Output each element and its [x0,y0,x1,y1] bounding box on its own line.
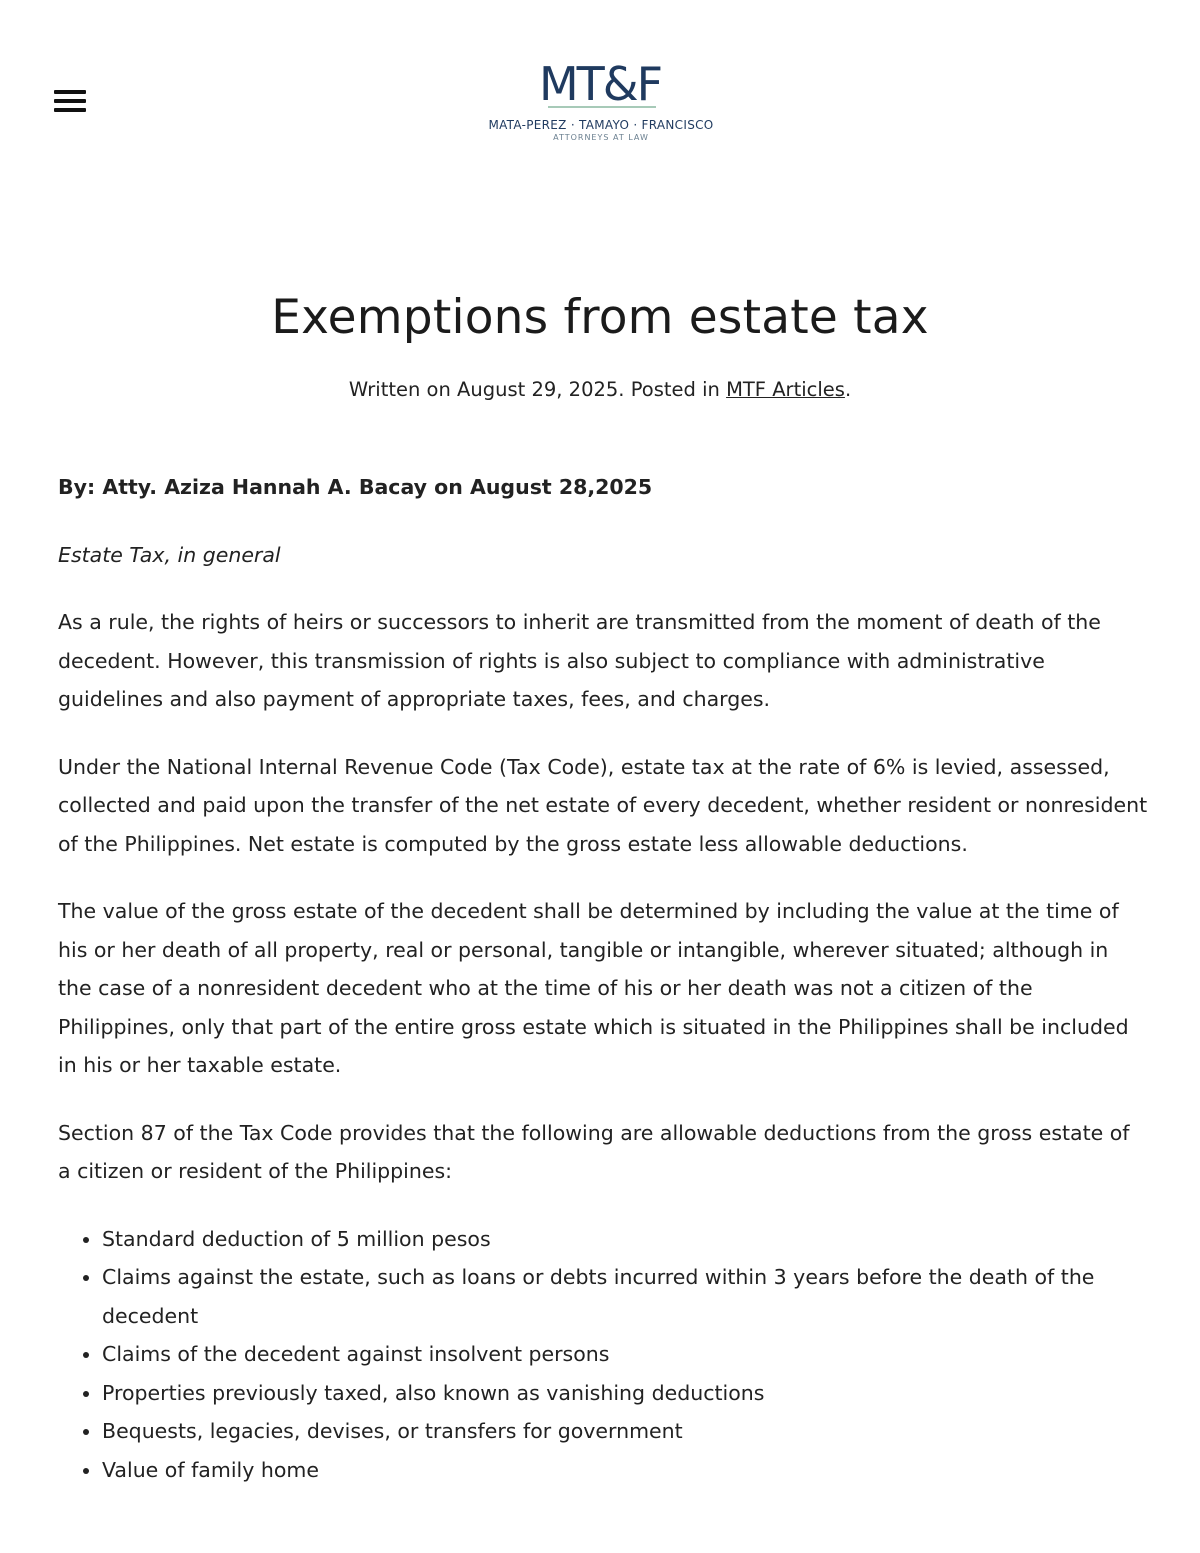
paragraph: As a rule, the rights of heirs or successors to inherit are transmitted from the moment of death of the decedent. However, this transmission of rights is also subject to compliance with administrative guidelines and also payment of appropriate taxes, fees, and charges. [58,610,1101,711]
category-link[interactable]: MTF Articles [726,378,845,401]
site-logo[interactable] [460,52,740,152]
list-item: • Claims of the decedent against insolvent persons [102,1335,1148,1374]
list-item: • Bequests, legacies, devises, or transfers for government [102,1412,1148,1451]
list-item: • Properties previously taxed, also known as vanishing deductions [102,1374,1148,1413]
paragraph: The value of the gross estate of the decedent shall be determined by including the value at the time of his or her death of all property, real or personal, tangible or intangible, wherever situated; although in the case of a nonresident decedent who at the time of his or her death was not a citizen of the Philippines, only that part of the entire gross estate which is situated in the Philippines shall be included in his or her taxable estate. [58,899,1129,1077]
paragraph: Under the National Internal Revenue Code (Tax Code), estate tax at the rate of 6% is levied, assessed, collected and paid upon the transfer of the net estate of every decedent, whether resident or nonresident of the Philippines. Net estate is computed by the gross estate less allowable deductions. [58,754,1148,856]
logo-monogram: MT&F [538,57,662,111]
list-item: • Value of family home [102,1451,1148,1490]
post-meta-date: Written on August 29, 2025. Posted in [348,378,727,401]
deductions-list [58,1220,1148,1490]
list-item: • Standard deduction of 5 million pesos [102,1220,1148,1259]
paragraph: Section 87 of the Tax Code provides that the following are allowable deductions from the gross estate of a citizen or resident of the Philippines: [58,1120,1130,1183]
hamburger-menu-icon[interactable] [52,86,88,116]
page-title: Exemptions from estate tax [271,290,929,345]
logo-tagline: ATTORNEYS AT LAW [553,133,649,142]
post-meta [0,378,1200,401]
author-byline: By: Atty. Aziza Hannah A. Bacay on August 28,2025 [58,475,653,499]
logo-firm-name: MATA-PEREZ · TAMAYO · FRANCISCO [488,118,714,132]
post-meta-suffix: . [844,378,852,401]
list-item: • Claims against the estate, such as loans or debts incurred within 3 years before the death of the decedent [102,1258,1148,1335]
section-subheading: Estate Tax, in general [58,542,281,567]
site-header [0,0,1200,180]
article-body [58,468,1148,1489]
